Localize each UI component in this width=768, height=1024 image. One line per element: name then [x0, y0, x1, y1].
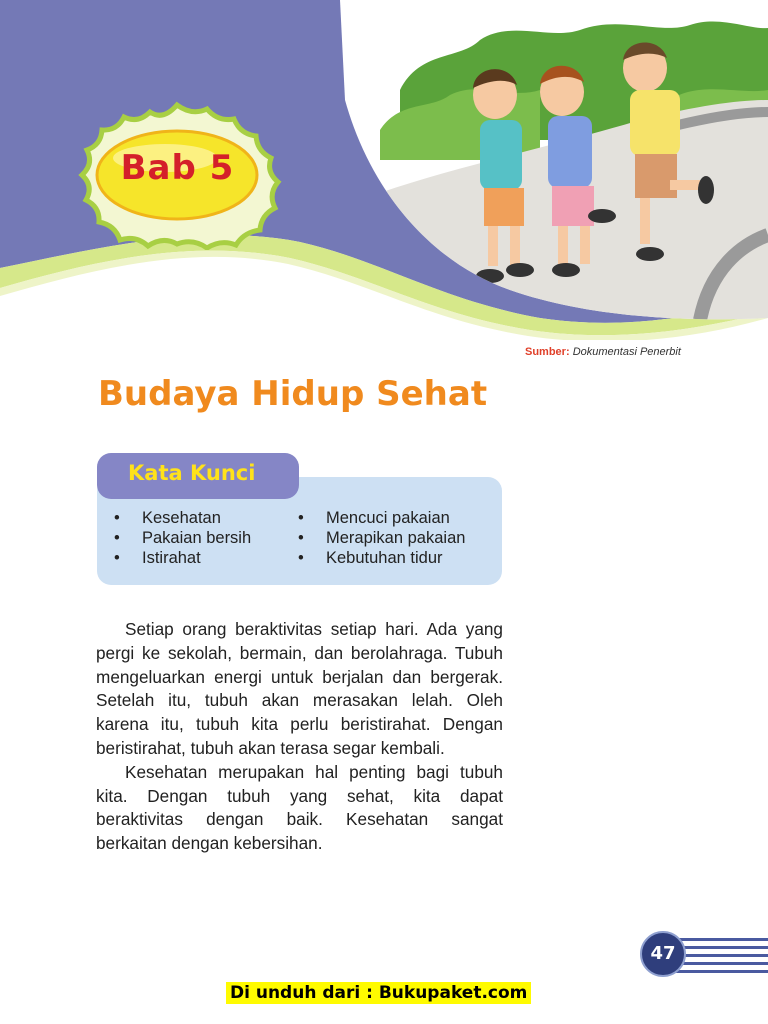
keyword-item: • Pakaian bersih [114, 528, 251, 548]
body-text [96, 618, 503, 856]
keyword-item: • Mencuci pakaian [298, 508, 465, 528]
chapter-title: Budaya Hidup Sehat [98, 374, 488, 414]
image-credit [525, 346, 681, 358]
chapter-label: Bab 5 [120, 148, 235, 188]
page-lines-decoration [672, 936, 768, 976]
page-number: 47 [650, 943, 676, 964]
keyword-item: • Kesehatan [114, 508, 251, 528]
keywords-list-right [298, 508, 465, 568]
children-running-illustration [340, 0, 768, 320]
keyword-item: • Merapikan pakaian [298, 528, 465, 548]
body-paragraph: Setiap orang beraktivitas setiap hari. Ada yang pergi ke sekolah, bermain, dan berolahraga. Tubuh mengeluarkan energi untuk berjalan dan bergerak. Setelah itu, tubuh akan merasakan lelah. Oleh karena itu, tubuh kita perlu beristirahat. Dengan beristirahat, tubuh akan terasa segar kembali. [96, 619, 503, 758]
image-credit-text: Dokumentasi Penerbit [572, 346, 681, 358]
download-source-note: Di unduh dari : Bukupaket.com [226, 982, 531, 1004]
keyword-item: • Istirahat [114, 548, 251, 568]
body-paragraph: Kesehatan merupakan hal penting bagi tubuh kita. Dengan tubuh yang sehat, kita dapat beraktivitas dengan baik. Kesehatan sangat berkaitan dengan kebersihan. [96, 761, 503, 854]
keywords-list-left [114, 508, 251, 568]
keywords-heading: Kata Kunci [128, 461, 256, 485]
keyword-item: • Kebutuhan tidur [298, 548, 465, 568]
image-credit-label: Sumber: [525, 346, 570, 358]
